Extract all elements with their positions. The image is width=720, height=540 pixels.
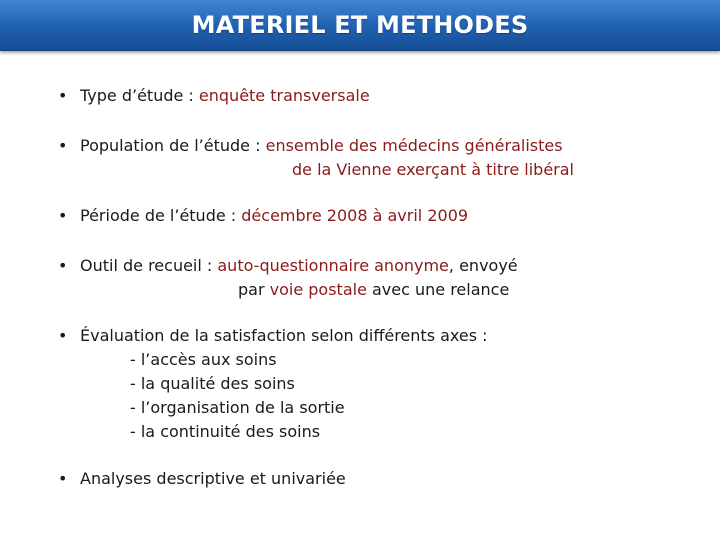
item-value-line1: ensemble des médecins généralistes [265, 136, 563, 155]
bullet-item-outil [58, 254, 518, 278]
sub-item-acces: - l’accès aux soins [130, 350, 277, 369]
bullet-icon: • [58, 136, 68, 155]
bullet-item-type [58, 84, 370, 108]
item-label: Analyses descriptive et univariée [80, 469, 346, 488]
bullet-icon: • [58, 256, 68, 275]
item-line2-rest: avec une relance [366, 280, 510, 299]
bullet-icon: • [58, 326, 68, 345]
bullet-icon: • [58, 86, 68, 105]
item-value-highlight: auto-questionnaire anonyme [217, 256, 449, 275]
bullet-item-analyses [58, 467, 346, 491]
sub-item-organisation: - l’organisation de la sortie [130, 398, 345, 417]
item-label: Période de l’étude : [80, 206, 242, 225]
item-label: Type d’étude : [80, 86, 199, 105]
item-label: Évaluation de la satisfaction selon différents axes : [80, 326, 488, 345]
bullet-item-evaluation [58, 324, 488, 348]
sub-item-qualite: - la qualité des soins [130, 374, 295, 393]
sub-item-continuite: - la continuité des soins [130, 422, 321, 441]
item-value-rest: , envoyé [448, 256, 518, 275]
item-label: Outil de recueil : [80, 256, 218, 275]
slide-title: MATERIEL ET METHODES [191, 11, 529, 39]
item-line2 [238, 278, 509, 302]
bullet-icon: • [58, 469, 68, 488]
item-value-line2: de la Vienne exerçant à titre libéral [292, 160, 574, 179]
item-value: décembre 2008 à avril 2009 [241, 206, 469, 225]
item-value: enquête transversale [198, 86, 370, 105]
bullet-item-population [58, 134, 563, 158]
bullet-icon: • [58, 206, 68, 225]
item-label: Population de l’étude : [80, 136, 266, 155]
bullet-item-periode [58, 204, 469, 228]
item-value-highlight-2: voie postale [269, 280, 367, 299]
item-line2-prefix: par [238, 280, 270, 299]
